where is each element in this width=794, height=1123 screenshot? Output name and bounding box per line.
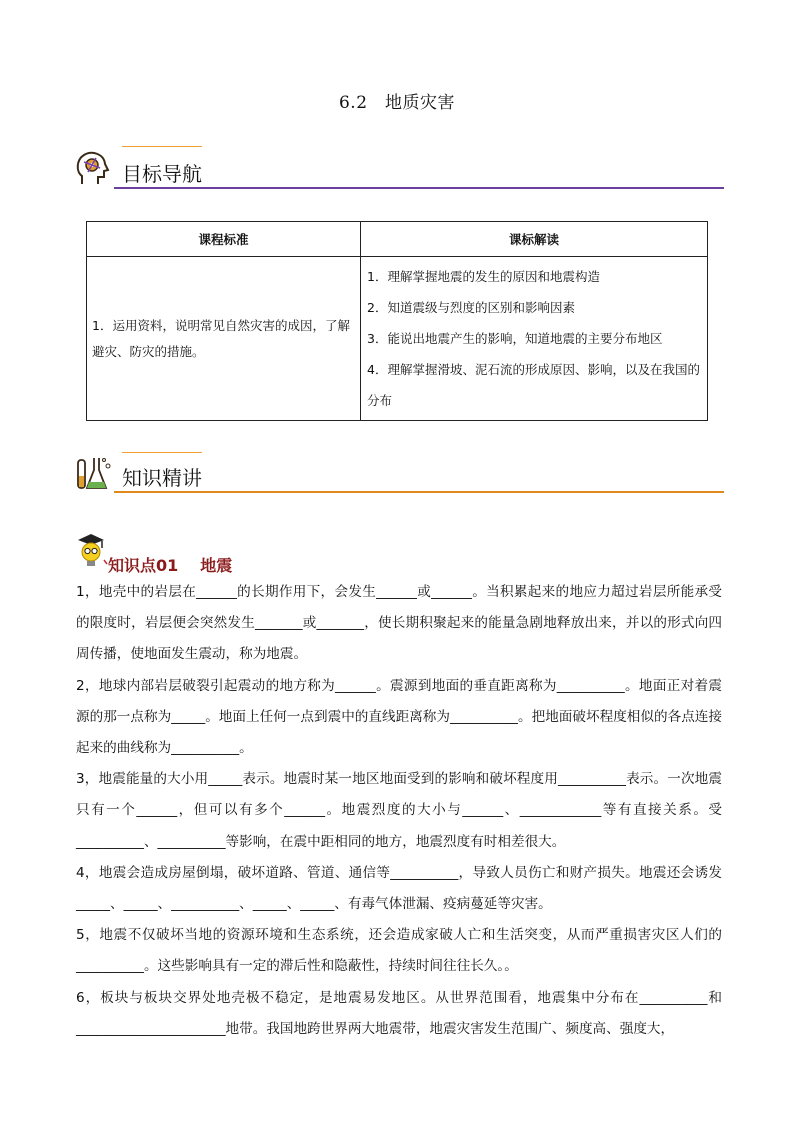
section-rule <box>114 187 724 189</box>
header-accent-line <box>122 452 202 453</box>
section-label-knowledge: 知识精讲 <box>122 466 202 490</box>
content-body <box>76 577 722 1045</box>
flask-icon <box>74 454 114 494</box>
paragraph-1: 1，地壳中的岩层在______的长期作用下，会发生______或______。当积累起来的地应力超过岩层所能承受的限度时，岩层便会突然发生_______或_______，使长期积聚起来的能量急剧地释放出来，并以的形式向四周传播，使地面发生震动，称为地震。 <box>76 584 722 663</box>
header-interpretation: 课标解读 <box>361 222 708 257</box>
table-row <box>87 257 708 421</box>
header-standard: 课程标准 <box>87 222 361 257</box>
head-gear-icon <box>74 150 110 188</box>
paragraph-6: 6，板块与板块交界处地壳极不稳定，是地震易发地区。从世界范围看，地震集中分布在__________和______________________地带。我国地跨世界两大地震带，地震灾害发生范围广、频度高、强度大， <box>76 989 722 1037</box>
knowledge-point-label: 知识点01 <box>108 556 179 575</box>
section-header-goal <box>74 146 724 190</box>
header-accent-line <box>122 146 202 147</box>
interpretation-cell <box>361 257 708 421</box>
curriculum-table <box>86 221 708 421</box>
knowledge-point-title <box>108 553 232 576</box>
table-header-row <box>87 222 708 257</box>
page-title: 6.2 地质灾害 <box>338 93 456 113</box>
list-item: 2．知道震级与烈度的区别和影响因素 <box>367 300 575 315</box>
section-header-knowledge <box>74 452 724 496</box>
section-rule <box>114 491 724 493</box>
standard-cell: 1．运用资料，说明常见自然灾害的成因，了解避灾、防灾的措施。 <box>87 257 361 421</box>
paragraph-4: 4，地震会造成房屋倒塌，破坏道路、管道、通信等__________，导致人员伤亡和财产损失。地震还会诱发_____、_____、__________、_____、_____、有毒气体泄漏、疫病蔓延等灾害。 <box>76 864 722 913</box>
paragraph-5: 5，地震不仅破坏当地的资源环境和生态系统，还会造成家破人亡和生活突变，从而严重损害灾区人们的__________。这些影响具有一定的滞后性和隐蔽性，持续时间往往长久。。 <box>76 927 722 975</box>
list-item: 4．理解掌握滑坡、泥石流的形成原因、影响，以及在我国的分布 <box>367 362 700 408</box>
paragraph-3: 3，地震能量的大小用_____表示。地震时某一地区地面受到的影响和破坏程度用__________表示。一次地震只有一个______，但可以有多个______。地震烈度的大小与______、____________等有直接关系。受__________、__________等影响，在震中距相同的地方，地震烈度有时相差很大。 <box>76 771 722 850</box>
paragraph-2: 2，地球内部岩层破裂引起震动的地方称为______。震源到地面的垂直距离称为__________。地面正对着震源的那一点称为_____。地面上任何一点到震中的直线距离称为__________。把地面破坏程度相似的各点连接起来的曲线称为__________。 <box>76 677 722 757</box>
list-item: 1．理解掌握地震的发生的原因和地震构造 <box>367 269 600 284</box>
knowledge-point-topic: 地震 <box>200 556 233 575</box>
scholar-bulb-icon <box>74 532 108 570</box>
section-label-goal: 目标导航 <box>122 162 202 186</box>
list-item: 3．能说出地震产生的影响，知道地震的主要分布地区 <box>367 331 663 346</box>
